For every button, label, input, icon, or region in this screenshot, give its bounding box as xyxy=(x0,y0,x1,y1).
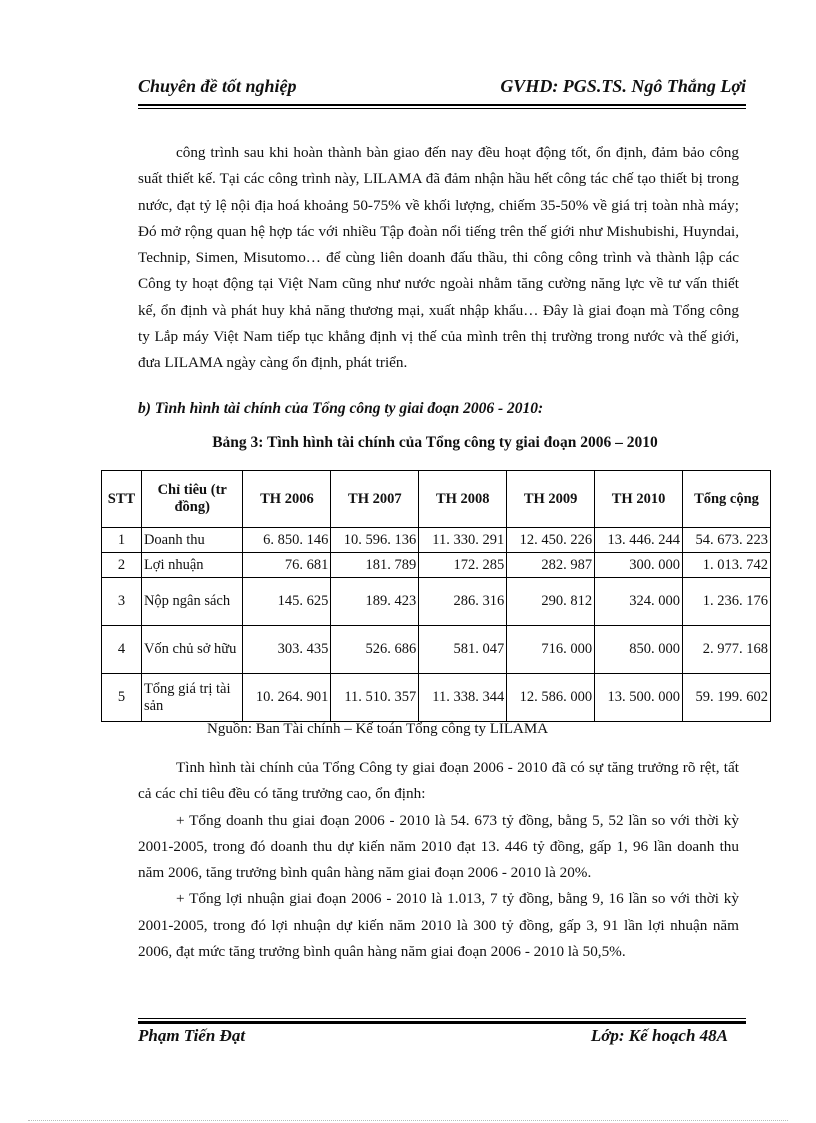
table-cell: 290. 812 xyxy=(507,578,595,626)
table-cell: 1 xyxy=(102,528,142,553)
body-section-2 xyxy=(138,755,739,965)
table-cell: 286. 316 xyxy=(419,578,507,626)
table-cell: 59. 199. 602 xyxy=(683,674,771,722)
table-cell: Nộp ngân sách xyxy=(141,578,243,626)
header-cell: TH 2008 xyxy=(419,471,507,528)
table-cell: 526. 686 xyxy=(331,626,419,674)
section-subheading: b) Tình hình tài chính của Tổng công ty giai đoạn 2006 - 2010: xyxy=(138,400,544,417)
table-cell: 716. 000 xyxy=(507,626,595,674)
table-row xyxy=(102,674,771,722)
table-cell: 282. 987 xyxy=(507,553,595,578)
table-cell: 13. 446. 244 xyxy=(595,528,683,553)
table-cell: 324. 000 xyxy=(595,578,683,626)
table-cell: 13. 500. 000 xyxy=(595,674,683,722)
table-cell: 6. 850. 146 xyxy=(243,528,331,553)
table-cell: 3 xyxy=(102,578,142,626)
table-row xyxy=(102,528,771,553)
table-cell: 76. 681 xyxy=(243,553,331,578)
table-caption: Bảng 3: Tình hình tài chính của Tổng công ty giai đoạn 2006 – 2010 xyxy=(212,434,658,451)
table-cell: 303. 435 xyxy=(243,626,331,674)
header-cell: Tổng cộng xyxy=(683,471,771,528)
table-row xyxy=(102,553,771,578)
header-divider xyxy=(138,104,746,109)
header-cell: TH 2007 xyxy=(331,471,419,528)
header-title: Chuyên đề tốt nghiệp xyxy=(138,76,297,96)
table-cell: 10. 264. 901 xyxy=(243,674,331,722)
table-cell: Lợi nhuận xyxy=(141,553,243,578)
table-cell: 581. 047 xyxy=(419,626,507,674)
table-cell: Vốn chủ sở hữu xyxy=(141,626,243,674)
table-cell: Tổng giá trị tài sản xyxy=(141,674,243,722)
table-cell: 12. 450. 226 xyxy=(507,528,595,553)
table-source-note: Nguồn: Ban Tài chính – Kế toán Tổng công ty LILAMA xyxy=(207,721,549,737)
footer-class: Lớp: Kế hoạch 48A xyxy=(590,1026,728,1045)
table-cell: 10. 596. 136 xyxy=(331,528,419,553)
paragraph-2: Tình hình tài chính của Tổng Công ty giai đoạn 2006 - 2010 đã có sự tăng trưởng rõ rệt, tất cả các chỉ tiêu đều có tăng trưởng cao, ổn định: xyxy=(138,759,739,803)
footer-divider xyxy=(138,1018,746,1024)
header-cell: TH 2009 xyxy=(507,471,595,528)
footer-author: Phạm Tiến Đạt xyxy=(138,1026,246,1045)
table-cell: 2. 977. 168 xyxy=(683,626,771,674)
table-cell: 189. 423 xyxy=(331,578,419,626)
page-edge-guide xyxy=(28,1120,788,1121)
table-row xyxy=(102,578,771,626)
header-cell: TH 2010 xyxy=(595,471,683,528)
paragraph-4: + Tổng lợi nhuận giai đoạn 2006 - 2010 là 1.013, 7 tỷ đồng, bằng 9, 16 lần so với thời kỳ 2001-2005, trong đó lợi nhuận dự kiến năm 2010 là 300 tỷ đồng, gấp 3, 91 lần lợi nhuận năm 2006, đạt mức tăng trưởng bình quân hàng năm giai đoạn 2006 - 2010 là 50,5%. xyxy=(138,890,739,961)
financial-table xyxy=(101,470,771,722)
table-cell: 12. 586. 000 xyxy=(507,674,595,722)
header-cell: TH 2006 xyxy=(243,471,331,528)
paragraph-1: công trình sau khi hoàn thành bàn giao đến nay đều hoạt động tốt, ổn định, đảm bảo công suất thiết kế. Tại các công trình này, LILAMA đã đảm nhận hầu hết công tác chế tạo thiết bị trong nước, đạt tỷ lệ nội địa hoá khoảng 50-75% về khối lượng, chiếm 35-50% về giá trị toàn nhà máy; Đó mở rộng quan hệ hợp tác với nhiều Tập đoàn nổi tiếng trên thế giới như Mishubishi, Huyndai, Technip, Simen, Misutomo… để cùng liên doanh đấu thầu, thi công công trình và thành lập các Công ty hoạt động tại Việt Nam cũng như nước ngoài nhằm tăng cường năng lực về tư vấn thiết kế, ổn định và phát huy khả năng thương mại, xuất nhập khẩu… Đây là giai đoạn mà Tổng công ty Lắp máy Việt Nam tiếp tục khẳng định vị thế của mình trên thị trường trong nước và thế giới, đưa LILAMA ngày càng ổn định, phát triển. xyxy=(138,144,739,372)
table-cell: 850. 000 xyxy=(595,626,683,674)
table-cell: 11. 330. 291 xyxy=(419,528,507,553)
body-section-1 xyxy=(138,140,739,377)
header-cell: Chỉ tiêu (tr đồng) xyxy=(141,471,243,528)
table-cell: 5 xyxy=(102,674,142,722)
header-advisor: GVHD: PGS.TS. Ngô Thắng Lợi xyxy=(500,76,746,96)
page-header xyxy=(138,72,746,102)
paragraph-3: + Tổng doanh thu giai đoạn 2006 - 2010 là 54. 673 tỷ đồng, bằng 5, 52 lần so với thời kỳ 2001-2005, trong đó doanh thu dự kiến năm 2010 đạt 13. 446 tỷ đồng, gấp 1, 96 lần doanh thu năm 2006, tăng trưởng bình quân hàng năm giai đoạn 2006 - 2010 là 20%. xyxy=(138,811,739,882)
table-cell: 4 xyxy=(102,626,142,674)
table-cell: 181. 789 xyxy=(331,553,419,578)
table-row xyxy=(102,626,771,674)
table-cell: 1. 236. 176 xyxy=(683,578,771,626)
table-cell: 54. 673. 223 xyxy=(683,528,771,553)
table-cell: 145. 625 xyxy=(243,578,331,626)
table-cell: 1. 013. 742 xyxy=(683,553,771,578)
table-cell: Doanh thu xyxy=(141,528,243,553)
header-cell: STT xyxy=(102,471,142,528)
table-cell: 172. 285 xyxy=(419,553,507,578)
table-header-row xyxy=(102,471,771,528)
table-cell: 11. 338. 344 xyxy=(419,674,507,722)
table-cell: 2 xyxy=(102,553,142,578)
table-cell: 11. 510. 357 xyxy=(331,674,419,722)
table-cell: 300. 000 xyxy=(595,553,683,578)
